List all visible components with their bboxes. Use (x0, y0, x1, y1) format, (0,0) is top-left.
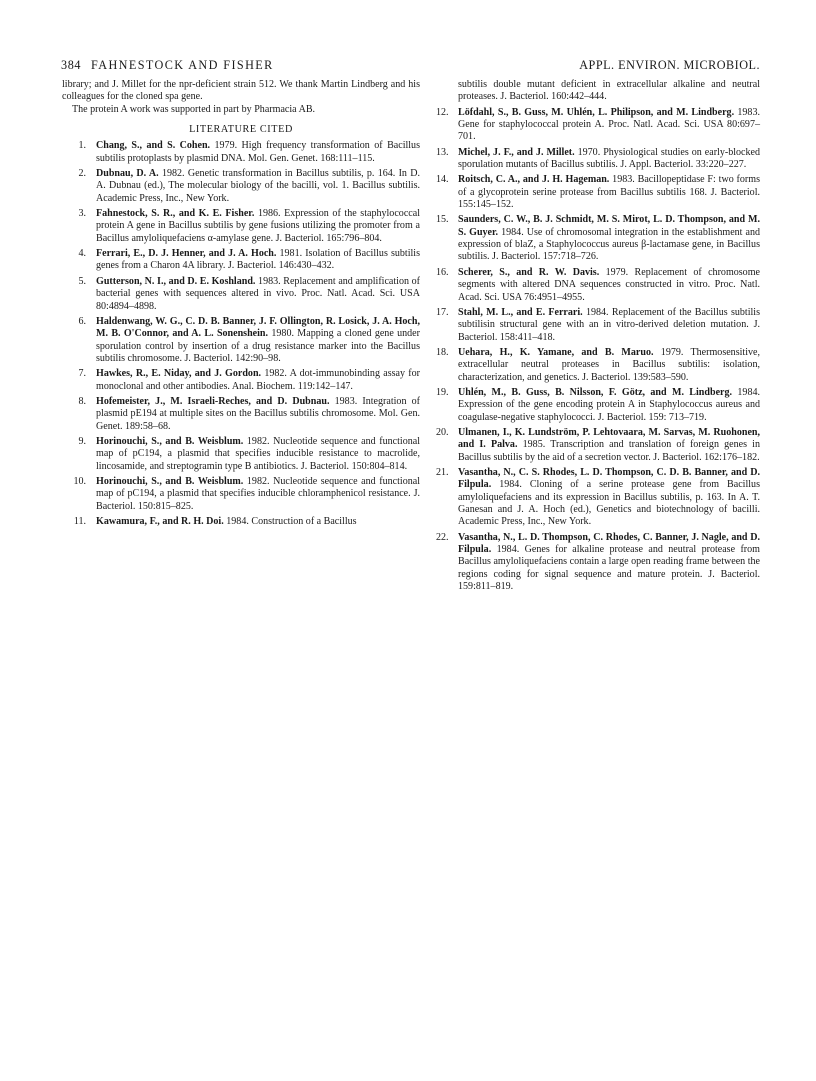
reference-text: 1983. Gene for staphylococcal protein A. Proc. Natl. Acad. Sci. USA 80:697–701. (458, 106, 760, 143)
reference-item (436, 466, 760, 529)
reference-number: 11. (73, 516, 86, 527)
reference-authors: Ferrari, E., D. J. Henner, and J. A. Hoch. (96, 248, 277, 260)
right-column (436, 79, 761, 596)
reference-number: 8. (78, 395, 86, 407)
reference-authors: Chang, S., and S. Cohen. (96, 140, 211, 152)
reference-authors: Kawamura, F., and R. H. Doi. (96, 516, 224, 527)
reference-number: 17. (436, 306, 449, 318)
reference-text: 1986. Expression of the staphylococcal protein A gene in Bacillus subtilis by gene fusions utilizing the promoter from a Bacillus amyloliquefaciens α-amylase gene. J. Bacteriol. 165:796–804. (96, 208, 420, 244)
reference-item (436, 306, 760, 344)
reference-number: 13. (436, 146, 449, 158)
reference-authors: Ulmanen, I., K. Lundström, P. Lehtovaara, M. Sarvas, M. Ruohonen, and I. Palva. (458, 426, 760, 451)
reference-item (436, 386, 760, 424)
reference-text: 1979. Thermosensitive, extracellular neutral proteases in Bacillus subtilis: isolation, characterization, and genetics. J. Bacteriol. 139:583–590. (458, 346, 760, 383)
reference-item (436, 146, 760, 172)
reference-list-right (436, 106, 761, 594)
reference-authors: Vasantha, N., L. D. Thompson, C. Rhodes, C. Banner, J. Nagle, and D. Filpula. (458, 531, 760, 556)
reference-item (62, 368, 420, 393)
reference-number: 9. (78, 435, 86, 447)
reference-authors: Haldenwang, W. G., C. D. B. Banner, J. F. Ollington, R. Losick, J. A. Hoch, M. B. O'Connor, and A. L. Sonenshein. (96, 315, 420, 340)
reference-authors: Löfdahl, S., B. Guss, M. Uhlén, L. Philipson, and M. Lindberg. (458, 106, 735, 118)
reference-number: 1. (78, 140, 86, 152)
reference-text: 1970. Physiological studies on early-blocked sporulation mutants of Bacillus subtilis. J. Appl. Bacteriol. 33:220–227. (458, 146, 760, 171)
reference-authors: Hawkes, R., E. Niday, and J. Gordon. (96, 368, 262, 380)
reference-item (62, 276, 420, 313)
reference-number: 2. (78, 168, 86, 180)
running-header (61, 58, 760, 74)
reference-number: 12. (436, 106, 449, 118)
reference-text: 1983. Bacillopeptidase F: two forms of a glycoprotein serine protease from Bacillus subtilis 168. J. Bacteriol. 155:145–152. (458, 174, 761, 211)
reference-authors: Horinouchi, S., and B. Weisblum. (96, 475, 244, 487)
reference-item (436, 426, 760, 464)
reference-text: 1982. Genetic transformation in Bacillus subtilis, p. 164. In D. A. Dubnau (ed.), The molecular biology of the bacilli, vol. 1. Bacillus subtilis. Academic Press, Inc., New York. (96, 168, 420, 204)
page-number: 384 (61, 58, 82, 72)
reference-continuation (442, 79, 760, 104)
reference-text: 1984. Genes for alkaline protease and neutral protease from Bacillus amyloliquefaciens contain a large open reading frame between the regions coding for signal sequence and mature protein. J. Bacteriol. 159:811–819. (458, 544, 760, 593)
reference-authors: Roitsch, C. A., and J. H. Hageman. (458, 174, 610, 186)
reference-text: 1984. Expression of the gene encoding protein A in Staphylococcus aureus and coagulase-negative staphylococci. J. Bacteriol. 159: 713–719. (458, 386, 760, 423)
reference-authors: Scherer, S., and R. W. Davis. (458, 266, 600, 278)
reference-text: 1980. Mapping a cloned gene under sporulation control by insertion of a drug resistance marker into the Bacillus subtilis chromosome. J. Bacteriol. 142:90–98. (96, 328, 420, 364)
reference-number: 16. (436, 266, 449, 278)
left-column (62, 79, 420, 531)
reference-item (436, 214, 761, 263)
reference-item (62, 396, 420, 433)
reference-number: 20. (436, 426, 449, 438)
reference-item (62, 516, 420, 528)
reference-number: 21. (436, 466, 449, 478)
reference-text: 1984. Use of chromosomal integration in the establishment and expression of blaZ, a Staphylococcus aureus β-lactamase gene, in Bacillus subtilis. J. Bacteriol. 157:718–726. (458, 226, 761, 263)
reference-item (62, 476, 420, 513)
reference-text: 1982. Nucleotide sequence and functional map of pC194, a plasmid that specifies inducible resistance to macrolide, lincosamide, and streptogramin type B antibiotics. J. Bacteriol. 150:804–814. (96, 435, 420, 472)
reference-number: 7. (78, 368, 86, 380)
reference-number: 10. (73, 475, 86, 487)
reference-item (436, 346, 760, 384)
reference-item (62, 140, 420, 165)
reference-number: 15. (436, 214, 449, 226)
reference-item (436, 174, 761, 211)
reference-authors: Uehara, H., K. Yamane, and B. Maruo. (458, 346, 654, 358)
reference-authors: Michel, J. F., and J. Millet. (458, 146, 575, 158)
reference-text: 1983. Integration of plasmid pE194 at multiple sites on the Bacillus subtilis chromosome. Mol. Gen. Genet. 189:58–68. (96, 395, 420, 432)
reference-text: 1983. Replacement and amplification of bacterial genes with sequences altered in vivo. Proc. Natl. Acad. Sci. USA 80:4894–4898. (96, 275, 420, 312)
reference-item (436, 266, 760, 304)
reference-text: 1979. Replacement of chromosome segments with altered DNA sequences constructed in vitro. Proc. Natl. Acad. Sci. USA 76:4951–4955. (458, 266, 760, 303)
reference-item (62, 208, 420, 245)
acknowledgment-paragraph: The protein A work was supported in part by Pharmacia AB. (72, 103, 316, 115)
reference-number: 5. (78, 275, 86, 287)
reference-authors: Dubnau, D. A. (96, 168, 159, 180)
reference-authors: Stahl, M. L., and E. Ferrari. (458, 306, 583, 318)
running-authors: FAHNESTOCK AND FISHER (91, 58, 274, 72)
reference-item (62, 248, 420, 273)
reference-authors: Saunders, C. W., B. J. Schmidt, M. S. Mirot, L. D. Thompson, and M. S. Guyer. (458, 214, 760, 238)
reference-list-left (62, 140, 420, 528)
reference-text: subtilis double mutant deficient in extracellular alkaline and neutral proteases. J. Bacteriol. 160:442–444. (458, 79, 760, 103)
reference-text: 1982. Nucleotide sequence and functional map of pC194, a plasmid that specifies inducible chloramphenicol resistance. J. Bacteriol. 150:815–825. (96, 475, 420, 512)
reference-number: 22. (436, 531, 449, 543)
reference-number: 3. (78, 208, 86, 220)
reference-item (62, 436, 420, 473)
reference-text: 1981. Isolation of Bacillus subtilis genes from a Charon 4A library. J. Bacteriol. 146:430–432. (96, 248, 420, 272)
reference-text: 1982. A dot-immunobinding assay for monoclonal and other antibodies. Anal. Biochem. 119:142–147. (96, 368, 420, 392)
reference-authors: Fahnestock, S. R., and K. E. Fisher. (96, 208, 255, 220)
reference-authors: Gutterson, N. I., and D. E. Koshland. (96, 275, 256, 287)
reference-authors: Uhlén, M., B. Guss, B. Nilsson, F. Götz, and M. Lindberg. (458, 386, 733, 398)
reference-authors: Hofemeister, J., M. Israeli-Reches, and D. Dubnau. (96, 395, 330, 407)
reference-number: 6. (78, 315, 86, 327)
reference-text: 1979. High frequency transformation of Bacillus subtilis protoplasts by plasmid DNA. Mol. Gen. Genet. 168:111–115. (96, 140, 420, 164)
reference-authors: Vasantha, N., C. S. Rhodes, L. D. Thompson, C. D. B. Banner, and D. Filpula. (458, 466, 760, 491)
reference-item (436, 531, 760, 594)
reference-text: 1984. Cloning of a serine protease gene from Bacillus amyloliquefaciens and its expression in Bacillus subtilis, p. 163. In A. T. Ganesan and J. A. Hoch (ed.), Genetics and biotechnology of bacilli. Academic Press, Inc., New York. (458, 479, 760, 528)
reference-item (62, 316, 420, 365)
journal-name: APPL. ENVIRON. MICROBIOL. (579, 58, 760, 72)
reference-text: 1984. Construction of a Bacillus (223, 516, 357, 527)
reference-text: 1984. Replacement of the Bacillus subtilis subtilisin structural gene with an in vitro-derived deletion mutation. J. Bacteriol. 158:411–418. (458, 306, 760, 343)
acknowledgment-paragraph: library; and J. Millet for the npr-deficient strain 512. We thank Martin Lindberg and his colleagues for the cloned spa gene. (62, 79, 420, 103)
reference-number: 14. (436, 174, 449, 186)
reference-number: 18. (436, 346, 449, 358)
literature-cited-heading: LITERATURE CITED (189, 124, 293, 136)
reference-authors: Horinouchi, S., and B. Weisblum. (96, 435, 244, 447)
reference-item (62, 168, 420, 205)
reference-number: 4. (78, 248, 86, 260)
reference-number: 19. (436, 386, 449, 398)
reference-text: 1985. Transcription and translation of foreign genes in Bacillus subtilis by the aid of a secretion vector. J. Bacteriol. 162:176–182. (458, 439, 760, 463)
reference-item (436, 106, 760, 144)
acknowledgments (62, 79, 420, 116)
